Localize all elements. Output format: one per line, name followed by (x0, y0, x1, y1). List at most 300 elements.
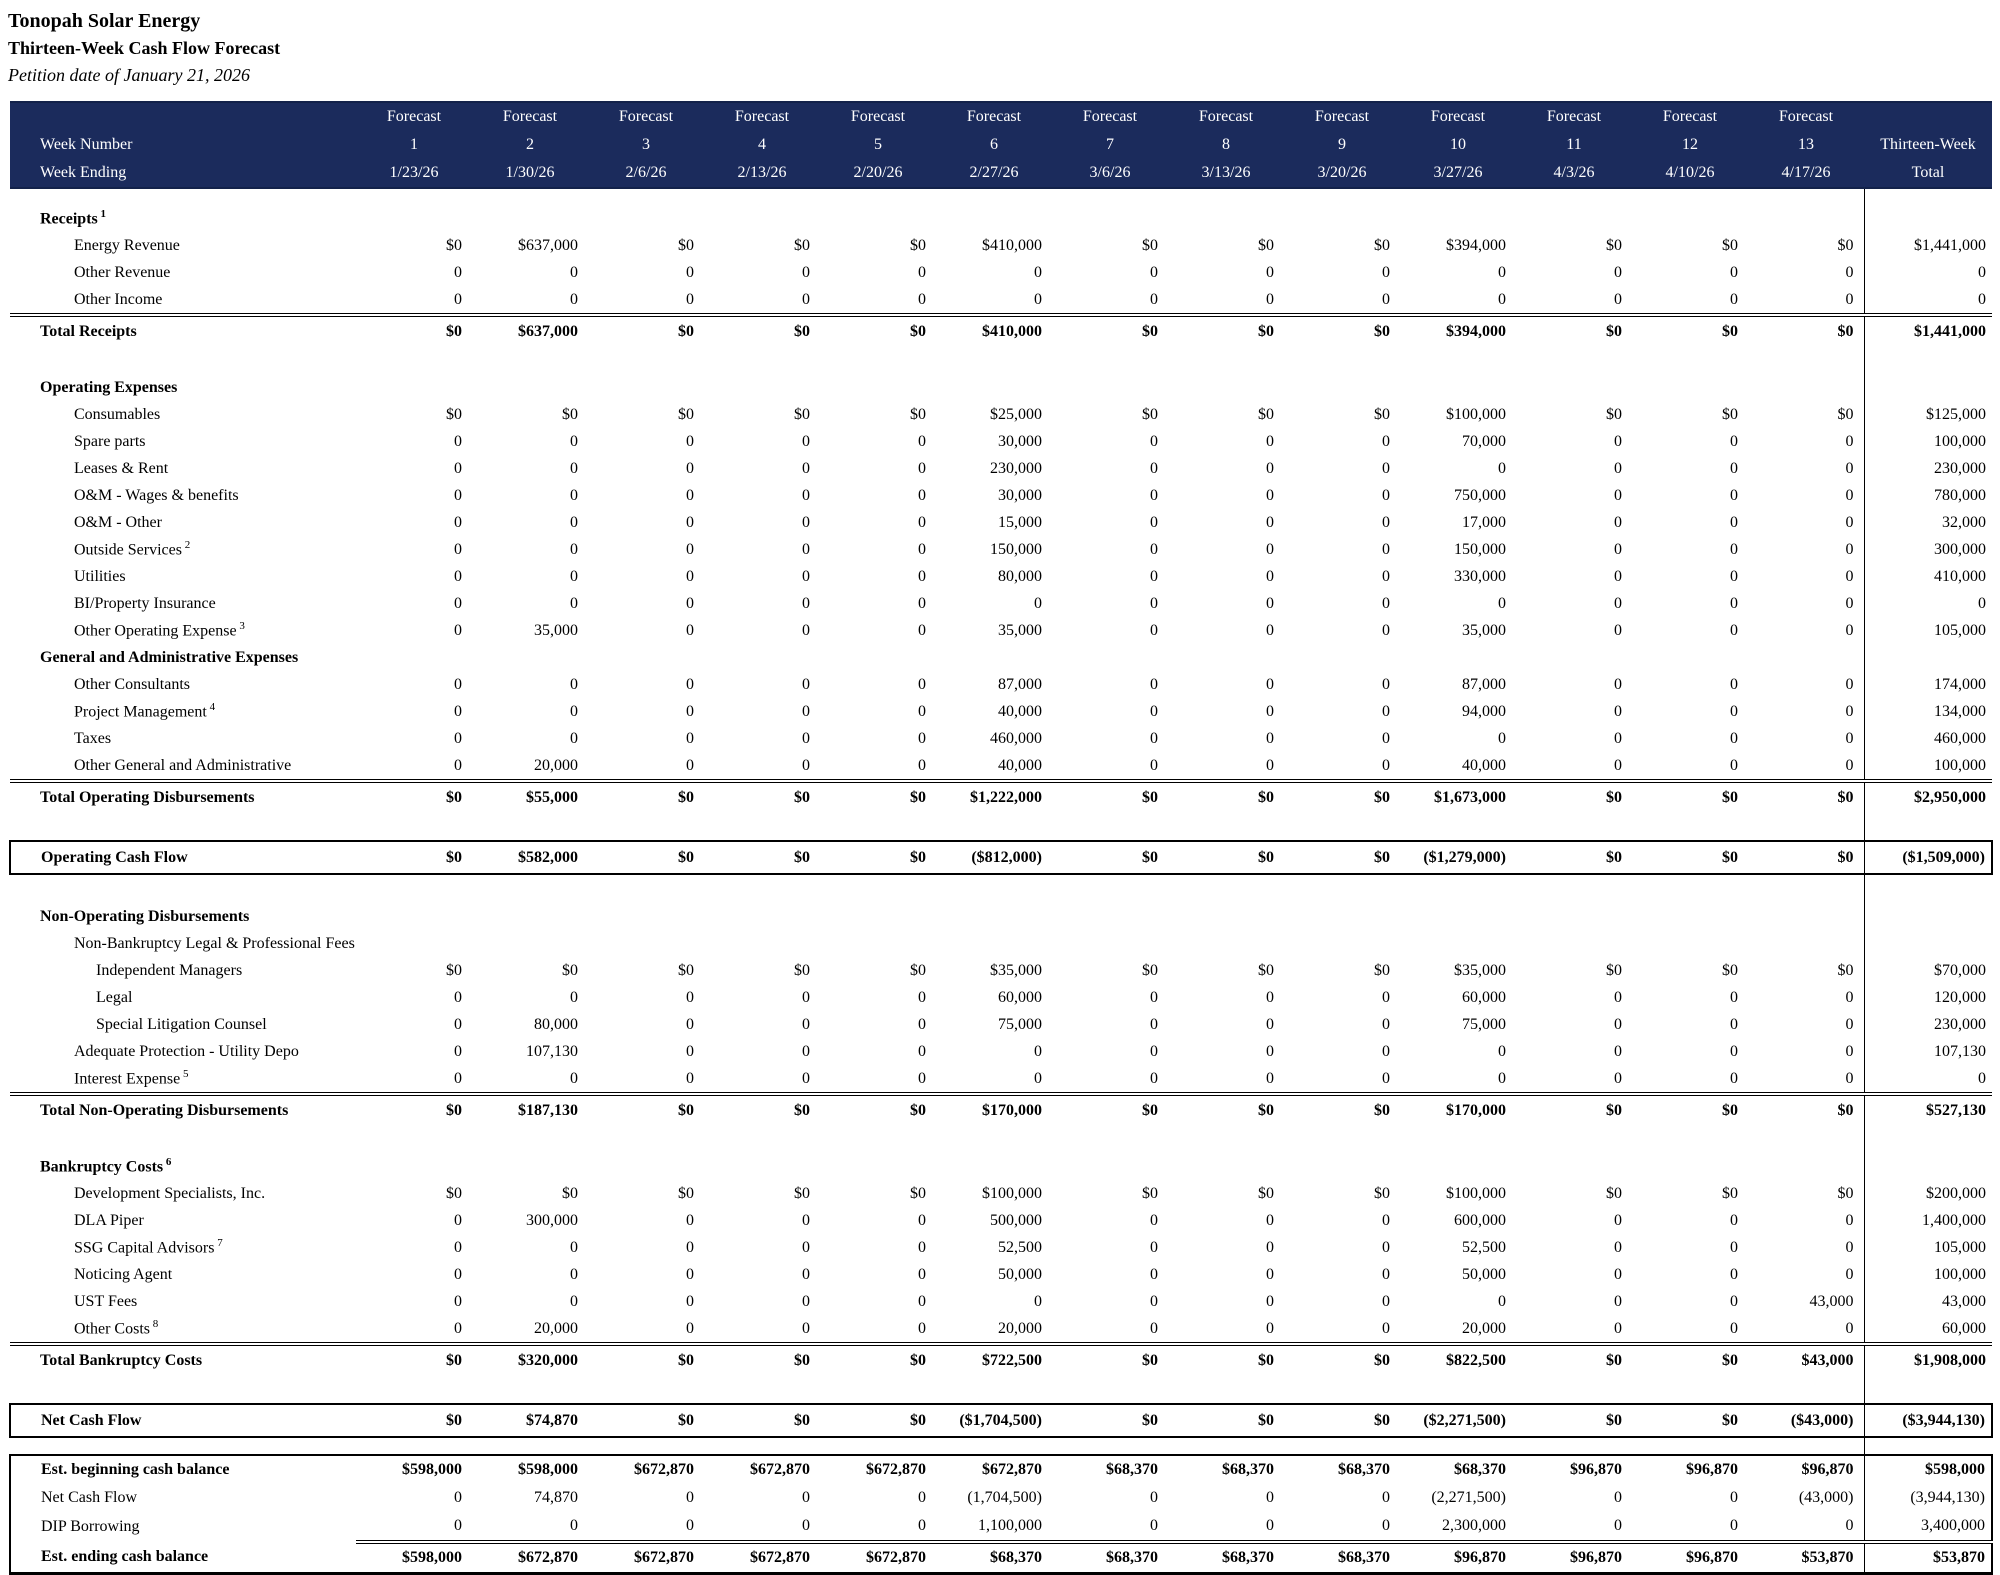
total-cell: 230,000 (1864, 1011, 1992, 1038)
week-ending-cell: 4/17/26 (1748, 159, 1864, 188)
total-cell: 134,000 (1864, 698, 1992, 725)
value-cell: 80,000 (534, 1015, 578, 1033)
value-cell: 0 (1382, 567, 1390, 585)
week-ending-cell: 2/20/26 (820, 159, 936, 188)
value-cell: 0 (454, 1211, 462, 1229)
value-cell: $0 (1284, 1094, 1400, 1125)
value-cell: $0 (820, 315, 936, 346)
spacer-row (10, 188, 1992, 205)
week-ending-cell: 1/23/26 (356, 159, 472, 188)
value-cell: 0 (1498, 1069, 1506, 1087)
value-cell: $0 (588, 781, 704, 812)
value-cell: $0 (704, 1094, 820, 1125)
value-cell (1400, 205, 1516, 232)
value-cell: 0 (1730, 1292, 1738, 1310)
table-row (10, 1180, 1992, 1207)
value-cell (588, 205, 704, 232)
forecast-header-cell: Forecast (588, 102, 704, 131)
value-cell: 0 (686, 756, 694, 774)
row-label: Other Revenue (74, 263, 171, 281)
value-cell: 107,130 (526, 1042, 578, 1060)
value-cell: 15,000 (998, 513, 1042, 531)
value-cell: 0 (454, 675, 462, 693)
value-cell: 500,000 (990, 1211, 1042, 1229)
value-cell: $0 (1837, 1184, 1854, 1202)
value-cell (1400, 874, 1516, 903)
value-cell (1284, 812, 1400, 841)
week-ending-cell: 4/3/26 (1516, 159, 1632, 188)
value-cell: 0 (454, 263, 462, 281)
value-cell: $0 (1516, 841, 1632, 874)
value-cell (1400, 1375, 1516, 1404)
table-row (10, 482, 1992, 509)
value-cell: 0 (454, 756, 462, 774)
value-cell: $100,000 (1446, 1184, 1506, 1202)
value-cell: $68,370 (1052, 1455, 1168, 1484)
table-row (10, 1234, 1992, 1261)
value-cell: $0 (1606, 236, 1622, 254)
table-row (10, 984, 1992, 1011)
week-number-cell: 8 (1168, 131, 1284, 159)
value-cell: 0 (1150, 621, 1158, 639)
value-cell: 0 (1034, 290, 1042, 308)
row-label: Total Receipts (10, 315, 356, 346)
value-cell: 0 (918, 756, 926, 774)
spacer-row (10, 346, 1992, 374)
forecast-header-cell: Forecast (1748, 102, 1864, 131)
row-label: Independent Managers (96, 961, 243, 979)
value-cell: 0 (1150, 988, 1158, 1006)
value-cell (1052, 903, 1168, 930)
value-cell: 0 (686, 1069, 694, 1087)
value-cell: 0 (1730, 459, 1738, 477)
value-cell (1400, 930, 1516, 957)
value-cell (1284, 1375, 1400, 1404)
value-cell: 0 (686, 486, 694, 504)
value-cell (356, 346, 472, 374)
value-cell: $0 (446, 236, 462, 254)
value-cell: 0 (454, 567, 462, 585)
value-cell: $0 (1258, 405, 1274, 423)
value-cell: $0 (704, 841, 820, 874)
value-cell: $0 (820, 1344, 936, 1375)
total-header-cell: Thirteen-Week (1864, 131, 1992, 159)
value-cell (588, 903, 704, 930)
value-cell: 0 (1150, 540, 1158, 558)
value-cell: 0 (1730, 432, 1738, 450)
value-cell: 0 (1730, 1042, 1738, 1060)
row-label: SSG Capital Advisors $^7$ (74, 1237, 223, 1257)
week-number-cell: 10 (1400, 131, 1516, 159)
value-cell (1516, 644, 1632, 671)
value-cell: 0 (454, 1069, 462, 1087)
value-cell (1168, 812, 1284, 841)
value-cell: 0 (1150, 675, 1158, 693)
row-label (10, 812, 356, 841)
value-cell: $100,000 (982, 1184, 1042, 1202)
value-cell: $68,370 (1284, 1455, 1400, 1484)
value-cell: $68,370 (1168, 1455, 1284, 1484)
table-row (10, 1315, 1992, 1344)
value-cell: 0 (570, 702, 578, 720)
value-cell (820, 205, 936, 232)
value-cell: 0 (918, 432, 926, 450)
value-cell: $0 (1142, 405, 1158, 423)
value-cell (356, 644, 472, 671)
table-row (10, 315, 1992, 346)
value-cell: $0 (1168, 1094, 1284, 1125)
value-cell (1284, 1153, 1400, 1180)
total-cell (1864, 346, 1992, 374)
value-cell (704, 374, 820, 401)
value-cell: 0 (802, 459, 810, 477)
value-cell: 0 (686, 594, 694, 612)
value-cell: 0 (1845, 567, 1854, 585)
value-cell: 0 (1845, 1211, 1854, 1229)
value-cell (704, 874, 820, 903)
value-cell: ($2,271,500) (1400, 1404, 1516, 1437)
value-cell: $0 (1284, 841, 1400, 874)
row-label: Est. ending cash balance (10, 1542, 356, 1574)
row-label: Legal (96, 988, 133, 1006)
total-cell: 100,000 (1864, 1261, 1992, 1288)
value-cell: 0 (1266, 988, 1274, 1006)
value-cell: $0 (1748, 315, 1864, 346)
value-cell: 0 (1382, 1069, 1390, 1087)
value-cell: 0 (1845, 1015, 1854, 1033)
value-cell: $0 (356, 841, 472, 874)
value-cell: 0 (1845, 756, 1854, 774)
value-cell: $0 (1052, 1344, 1168, 1375)
value-cell (1516, 1375, 1632, 1404)
value-cell: 0 (1382, 1238, 1390, 1256)
total-cell (1864, 1125, 1992, 1153)
value-cell: 0 (1150, 1211, 1158, 1229)
value-cell: 40,000 (998, 756, 1042, 774)
row-label: Other Consultants (74, 675, 190, 693)
value-cell: 0 (686, 1015, 694, 1033)
table-row (10, 781, 1992, 812)
value-cell: 0 (802, 1517, 810, 1534)
value-cell (1284, 374, 1400, 401)
value-cell (1052, 1153, 1168, 1180)
row-label: Non-Operating Disbursements (40, 907, 250, 925)
value-cell: 0 (686, 290, 694, 308)
value-cell: 0 (1845, 988, 1854, 1006)
value-cell: 0 (1614, 1517, 1622, 1534)
value-cell: 0 (1382, 432, 1390, 450)
value-cell: $0 (1168, 1404, 1284, 1437)
value-cell: 0 (686, 432, 694, 450)
value-cell: 0 (570, 459, 578, 477)
value-cell (1052, 1375, 1168, 1404)
value-cell (1168, 346, 1284, 374)
value-cell (472, 188, 588, 205)
value-cell: 0 (454, 290, 462, 308)
total-cell: 100,000 (1864, 428, 1992, 455)
value-cell (356, 374, 472, 401)
value-cell (704, 1125, 820, 1153)
value-cell: $320,000 (472, 1344, 588, 1375)
value-cell (1284, 903, 1400, 930)
value-cell (1052, 1437, 1168, 1455)
value-cell (1168, 874, 1284, 903)
value-cell: 0 (918, 1319, 926, 1337)
value-cell: 0 (1845, 1517, 1854, 1534)
value-cell: $96,870 (1632, 1542, 1748, 1574)
row-label: DLA Piper (74, 1211, 144, 1229)
value-cell: 0 (1845, 1265, 1854, 1283)
value-cell: 0 (1150, 1042, 1158, 1060)
value-cell: 0 (1730, 1517, 1738, 1534)
value-cell: 0 (1382, 1292, 1390, 1310)
value-cell: 0 (1150, 1015, 1158, 1033)
value-cell: 0 (454, 1265, 462, 1283)
value-cell: $637,000 (518, 236, 578, 254)
total-cell (1864, 874, 1992, 903)
value-cell: 80,000 (998, 567, 1042, 585)
value-cell: 0 (1034, 1292, 1042, 1310)
value-cell (936, 1125, 1052, 1153)
value-cell (1632, 1437, 1748, 1455)
value-cell: 0 (802, 263, 810, 281)
table-body (10, 188, 1992, 1574)
value-cell: 0 (686, 675, 694, 693)
footnote-marker: 8 (150, 1318, 159, 1331)
value-cell: $0 (1052, 841, 1168, 874)
total-cell (1864, 903, 1992, 930)
value-cell (1516, 903, 1632, 930)
value-cell: 0 (1150, 1292, 1158, 1310)
week-number-cell: 2 (472, 131, 588, 159)
value-cell (704, 812, 820, 841)
value-cell: 0 (918, 263, 926, 281)
value-cell: $0 (1168, 781, 1284, 812)
value-cell: $0 (1284, 781, 1400, 812)
value-cell: 0 (1150, 1489, 1158, 1506)
value-cell: 0 (918, 513, 926, 531)
row-label: Est. beginning cash balance (10, 1455, 356, 1484)
value-cell (1516, 812, 1632, 841)
footnote-marker: 5 (180, 1068, 189, 1081)
value-cell: 0 (1730, 988, 1738, 1006)
value-cell (1284, 346, 1400, 374)
value-cell: 0 (686, 1489, 694, 1506)
value-cell (588, 1125, 704, 1153)
value-cell: $0 (356, 781, 472, 812)
value-cell: 0 (1034, 1069, 1042, 1087)
value-cell: 0 (1730, 567, 1738, 585)
value-cell: 0 (1614, 1015, 1622, 1033)
value-cell: 0 (454, 1292, 462, 1310)
value-cell (820, 188, 936, 205)
table-row (10, 1261, 1992, 1288)
value-cell: 0 (570, 513, 578, 531)
total-cell: $1,441,000 (1864, 232, 1992, 259)
total-cell: $598,000 (1864, 1455, 1992, 1484)
table-row (10, 1065, 1992, 1094)
value-cell: 0 (802, 988, 810, 1006)
value-cell: $0 (1837, 961, 1854, 979)
value-cell: 75,000 (1462, 1015, 1506, 1033)
value-cell: 35,000 (534, 621, 578, 639)
table-row (10, 563, 1992, 590)
value-cell: 0 (686, 1517, 694, 1534)
week-number-cell: 6 (936, 131, 1052, 159)
table-row (10, 617, 1992, 644)
value-cell: $0 (1837, 405, 1854, 423)
value-cell (1052, 874, 1168, 903)
value-cell: $0 (1722, 961, 1738, 979)
value-cell: 0 (1730, 729, 1738, 747)
value-cell: 0 (1614, 432, 1622, 450)
value-cell: 0 (802, 1211, 810, 1229)
value-cell: 0 (686, 988, 694, 1006)
row-label (10, 874, 356, 903)
section-row (10, 1153, 1992, 1180)
total-cell: 105,000 (1864, 1234, 1992, 1261)
value-cell: 0 (1382, 1042, 1390, 1060)
value-cell: 52,500 (998, 1238, 1042, 1256)
value-cell: $0 (1748, 1094, 1864, 1125)
value-cell: 70,000 (1462, 432, 1506, 450)
table-row (10, 1207, 1992, 1234)
value-cell: 0 (802, 290, 810, 308)
value-cell: 0 (454, 729, 462, 747)
value-cell: 0 (1614, 1211, 1622, 1229)
value-cell: $0 (1516, 781, 1632, 812)
table-row (10, 536, 1992, 563)
value-cell: 0 (570, 1517, 578, 1534)
value-cell: 0 (918, 1489, 926, 1506)
row-label: Receipts $^1$ (40, 208, 107, 228)
value-cell: $0 (562, 1184, 578, 1202)
row-label: Utilities (74, 567, 126, 585)
table-row (10, 698, 1992, 725)
value-cell: 0 (1266, 486, 1274, 504)
value-cell: 0 (1845, 702, 1854, 720)
value-cell: $0 (356, 1344, 472, 1375)
value-cell (1284, 1125, 1400, 1153)
value-cell (1168, 1125, 1284, 1153)
value-cell: 0 (686, 567, 694, 585)
value-cell: 0 (1382, 290, 1390, 308)
value-cell (820, 374, 936, 401)
value-cell: 0 (1730, 290, 1738, 308)
value-cell: $0 (588, 1344, 704, 1375)
value-cell: $0 (704, 1344, 820, 1375)
row-label: Spare parts (74, 432, 146, 450)
value-cell: 230,000 (990, 459, 1042, 477)
footnote-marker: 6 (163, 1156, 172, 1169)
value-cell: 0 (802, 432, 810, 450)
value-cell (1168, 644, 1284, 671)
value-cell (356, 1153, 472, 1180)
table-header (10, 102, 1992, 188)
value-cell: 0 (1382, 1319, 1390, 1337)
value-cell (1284, 644, 1400, 671)
value-cell: 0 (1845, 1069, 1854, 1087)
table-row (10, 455, 1992, 482)
value-cell: 50,000 (1462, 1265, 1506, 1283)
value-cell: 0 (918, 1265, 926, 1283)
value-cell (1168, 1153, 1284, 1180)
total-cell: $527,130 (1864, 1094, 1992, 1125)
value-cell: 0 (570, 988, 578, 1006)
week-ending-cell: 1/30/26 (472, 159, 588, 188)
table-row (10, 725, 1992, 752)
value-cell: $0 (910, 1184, 926, 1202)
value-cell: $0 (794, 961, 810, 979)
value-cell: $0 (704, 781, 820, 812)
total-cell: 0 (1864, 1065, 1992, 1094)
value-cell (704, 205, 820, 232)
value-cell: 0 (1730, 675, 1738, 693)
value-cell: 0 (1730, 756, 1738, 774)
table-row (10, 590, 1992, 617)
value-cell (820, 644, 936, 671)
value-cell: 0 (1150, 263, 1158, 281)
value-cell: 0 (1382, 1517, 1390, 1534)
section-row (10, 903, 1992, 930)
value-cell: 0 (918, 1517, 926, 1534)
value-cell: 0 (454, 432, 462, 450)
value-cell: 300,000 (526, 1211, 578, 1229)
value-cell: 0 (1730, 1319, 1738, 1337)
value-cell: 0 (1845, 1319, 1854, 1337)
value-cell: $0 (1052, 1404, 1168, 1437)
row-label: General and Administrative Expenses (40, 648, 299, 666)
value-cell: $0 (1516, 1344, 1632, 1375)
week-ending-cell: 3/20/26 (1284, 159, 1400, 188)
value-cell: 0 (1150, 729, 1158, 747)
value-cell: $0 (1374, 405, 1390, 423)
row-label (10, 1375, 356, 1404)
value-cell: $96,870 (1516, 1542, 1632, 1574)
value-cell: 0 (802, 1292, 810, 1310)
value-cell (1748, 1125, 1864, 1153)
value-cell: $0 (1142, 236, 1158, 254)
value-cell: $96,870 (1632, 1455, 1748, 1484)
value-cell: 0 (1614, 675, 1622, 693)
table-row (10, 286, 1992, 315)
forecast-header-cell: Forecast (1516, 102, 1632, 131)
value-cell (1516, 930, 1632, 957)
value-cell: $170,000 (936, 1094, 1052, 1125)
value-cell: 30,000 (998, 432, 1042, 450)
value-cell: 0 (918, 567, 926, 585)
value-cell: 150,000 (1454, 540, 1506, 558)
value-cell (1748, 874, 1864, 903)
title-block (0, 0, 2000, 89)
spacer-row (10, 1437, 1992, 1455)
value-cell (1284, 188, 1400, 205)
week-number-cell: 9 (1284, 131, 1400, 159)
week-number-cell: 12 (1632, 131, 1748, 159)
total-cell: 107,130 (1864, 1038, 1992, 1065)
value-cell: 0 (1150, 1069, 1158, 1087)
total-cell: 460,000 (1864, 725, 1992, 752)
value-cell (1400, 1437, 1516, 1455)
value-cell: 0 (1382, 988, 1390, 1006)
value-cell: $0 (704, 1404, 820, 1437)
value-cell: 0 (1150, 459, 1158, 477)
value-cell: $0 (1258, 1184, 1274, 1202)
value-cell (820, 812, 936, 841)
value-cell: 35,000 (1462, 621, 1506, 639)
value-cell: (2,271,500) (1431, 1489, 1506, 1506)
value-cell (1516, 188, 1632, 205)
